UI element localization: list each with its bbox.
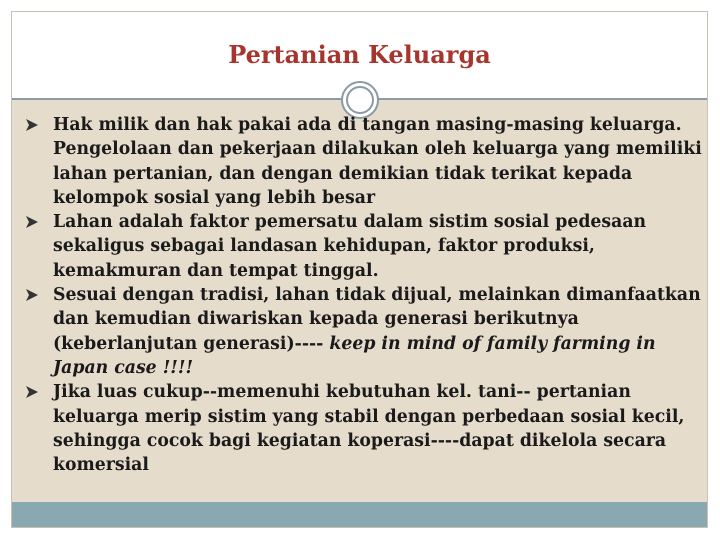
bullet-list <box>26 113 706 477</box>
bullet-text-emphasis: keep in mind of family farming in Japan case !!!! <box>53 333 656 378</box>
arrow-bullet-icon <box>26 289 38 301</box>
footer-bar <box>12 502 707 527</box>
bullet-text: Lahan adalah faktor pemersatu dalam sistim sosial pedesaan sekaligus sebagai landasan kehidupan, faktor produksi, kemakmuran dan tempat tinggal. <box>53 212 647 281</box>
list-item <box>26 380 706 477</box>
bullet-text: Hak milik dan hak pakai ada di tangan masing-masing keluarga. Pengelolaan dan pekerjaan dilakukan oleh keluarga yang memiliki lahan pertanian, dan dengan demikian tidak terikat kepada kelompok sosial yang lebih besar <box>53 115 702 208</box>
arrow-bullet-icon <box>26 119 38 131</box>
slide-title: Pertanian Keluarga <box>228 40 491 69</box>
list-item <box>26 210 706 283</box>
slide-frame <box>11 11 708 528</box>
list-item <box>26 113 706 210</box>
bullet-text <box>53 285 701 378</box>
list-item <box>26 283 706 380</box>
bullet-text-main: Sesuai dengan tradisi, lahan tidak dijual, melainkan dimanfaatkan dan kemudian diwariskan kepada generasi berikutnya (keberlanjutan generasi)---- <box>53 285 701 354</box>
arrow-bullet-icon <box>26 216 38 228</box>
bullet-text: Jika luas cukup--memenuhi kebutuhan kel. tani-- pertanian keluarga merip sistim yang stabil dengan perbedaan sosial kecil, sehingga cocok bagi kegiatan koperasi----dapat dikelola secara komersial <box>53 382 685 476</box>
arrow-bullet-icon <box>26 386 38 398</box>
